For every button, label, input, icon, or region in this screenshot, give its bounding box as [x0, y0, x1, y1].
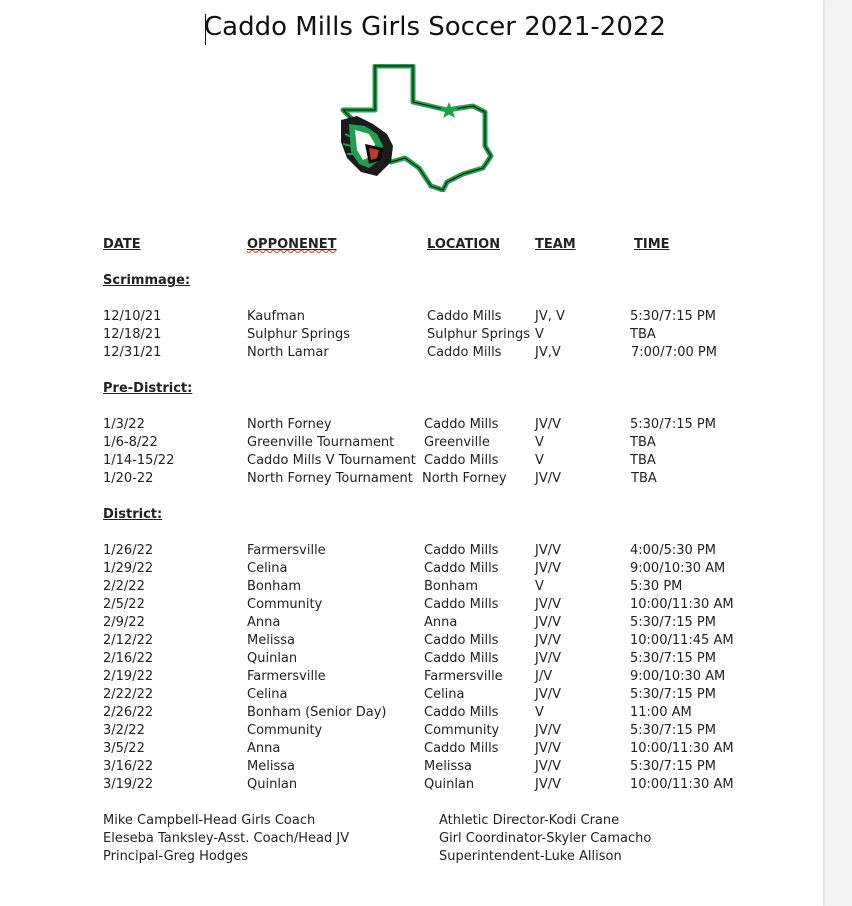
cell-location: Quinlan	[424, 777, 475, 792]
cell-opponent: Celina	[247, 687, 288, 702]
cell-location: Caddo Mills	[424, 453, 499, 468]
cell-date: 12/18/21	[103, 327, 162, 342]
cell-time: 10:00/11:30 AM	[630, 597, 734, 612]
cell-date: 3/5/22	[103, 741, 145, 756]
cell-team: JV/V	[535, 759, 561, 774]
cell-location: Caddo Mills	[424, 741, 499, 756]
cell-team: JV/V	[535, 777, 561, 792]
cell-team: JV,V	[535, 345, 561, 360]
cell-time: 5:30 PM	[630, 579, 683, 594]
cell-time: 10:00/11:45 AM	[630, 633, 734, 648]
cell-location: Celina	[424, 687, 465, 702]
cell-team: JV/V	[535, 471, 561, 486]
cell-date: 1/6-8/22	[103, 435, 158, 450]
header-opponent-text: OPPONENET	[247, 237, 337, 252]
section-label-district: District:	[103, 507, 163, 522]
cell-location: Caddo Mills	[424, 543, 499, 558]
cell-date: 3/19/22	[103, 777, 154, 792]
cell-team: JV/V	[535, 723, 561, 738]
cell-opponent: Quinlan	[247, 651, 298, 666]
cell-time: 5:30/7:15 PM	[630, 651, 716, 666]
cell-time: 4:00/5:30 PM	[630, 543, 716, 558]
cell-time: TBA	[630, 435, 656, 450]
cell-team: JV/V	[535, 615, 561, 630]
cell-time: 10:00/11:30 AM	[630, 741, 734, 756]
cell-date: 3/16/22	[103, 759, 154, 774]
cell-opponent: Kaufman	[247, 309, 305, 324]
cell-date: 2/16/22	[103, 651, 154, 666]
cell-date: 2/19/22	[103, 669, 154, 684]
cell-time: 5:30/7:15 PM	[630, 759, 716, 774]
cell-opponent: North Forney	[247, 417, 332, 432]
header-opponent	[247, 237, 337, 252]
cell-date: 2/2/22	[103, 579, 145, 594]
cell-opponent: Sulphur Springs	[247, 327, 351, 342]
cell-opponent: Celina	[247, 561, 288, 576]
staff-right-3: Superintendent-Luke Allison	[439, 849, 622, 864]
staff-right-2: Girl Coordinator-Skyler Camacho	[439, 831, 652, 846]
cell-location: Melissa	[424, 759, 472, 774]
cell-location: Caddo Mills	[424, 651, 499, 666]
header-time: TIME	[634, 237, 670, 252]
cell-opponent: Melissa	[247, 759, 295, 774]
cell-time: 5:30/7:15 PM	[630, 687, 716, 702]
header-location: LOCATION	[427, 237, 501, 252]
cell-date: 3/2/22	[103, 723, 145, 738]
cell-time: TBA	[630, 327, 656, 342]
cell-opponent: Caddo Mills V Tournament	[247, 453, 416, 468]
cell-team: JV, V	[535, 309, 565, 324]
texas-wildcat-logo	[335, 64, 535, 192]
cell-team: JV/V	[535, 597, 561, 612]
cell-date: 1/20-22	[103, 471, 154, 486]
cell-date: 1/3/22	[103, 417, 145, 432]
cell-team: JV/V	[535, 417, 561, 432]
cell-time: 5:30/7:15 PM	[630, 309, 716, 324]
cell-location: Caddo Mills	[424, 597, 499, 612]
cell-opponent: Farmersville	[247, 669, 326, 684]
cell-opponent: Community	[247, 597, 323, 612]
cell-opponent: Quinlan	[247, 777, 298, 792]
cell-opponent: Bonham	[247, 579, 301, 594]
staff-left-1: Mike Campbell-Head Girls Coach	[103, 813, 316, 828]
cell-opponent: Greenville Tournament	[247, 435, 395, 450]
cell-opponent: Anna	[247, 741, 281, 756]
cell-opponent: Melissa	[247, 633, 295, 648]
cell-time: 11:00 AM	[630, 705, 692, 720]
cell-opponent: Community	[247, 723, 323, 738]
cell-opponent: Farmersville	[247, 543, 326, 558]
cell-date: 1/26/22	[103, 543, 154, 558]
cell-opponent: Bonham (Senior Day)	[247, 705, 387, 720]
cell-location: Caddo Mills	[424, 633, 499, 648]
cell-time: 5:30/7:15 PM	[630, 615, 716, 630]
cell-team: V	[535, 453, 544, 468]
cell-team: V	[535, 327, 544, 342]
cell-time: 10:00/11:30 AM	[630, 777, 734, 792]
cell-team: V	[535, 705, 544, 720]
cell-location: Bonham	[424, 579, 478, 594]
cell-location: Community	[424, 723, 500, 738]
staff-left-3: Principal-Greg Hodges	[103, 849, 249, 864]
cell-date: 2/12/22	[103, 633, 154, 648]
cell-location: Caddo Mills	[427, 309, 502, 324]
staff-left-2: Eleseba Tanksley-Asst. Coach/Head JV	[103, 831, 350, 846]
cell-time: 5:30/7:15 PM	[630, 723, 716, 738]
section-label-scrimmage: Scrimmage:	[103, 273, 191, 288]
cell-team: JV/V	[535, 651, 561, 666]
cell-team: JV/V	[535, 633, 561, 648]
header-team: TEAM	[535, 237, 576, 252]
cell-date: 2/26/22	[103, 705, 154, 720]
cell-date: 12/31/21	[103, 345, 162, 360]
cell-location: North Forney	[422, 471, 507, 486]
cell-date: 2/22/22	[103, 687, 154, 702]
cell-date: 12/10/21	[103, 309, 162, 324]
header-date: DATE	[103, 237, 141, 252]
cell-opponent: North Forney Tournament	[247, 471, 413, 486]
cell-team: V	[535, 579, 544, 594]
cell-location: Caddo Mills	[424, 417, 499, 432]
cell-location: Caddo Mills	[427, 345, 502, 360]
cell-location: Greenville	[424, 435, 490, 450]
cell-date: 1/29/22	[103, 561, 154, 576]
cell-location: Caddo Mills	[424, 705, 499, 720]
cell-date: 2/9/22	[103, 615, 145, 630]
cell-team: JV/V	[535, 561, 561, 576]
cell-location: Anna	[424, 615, 458, 630]
cell-team: JV/V	[535, 687, 561, 702]
cell-team: JV/V	[535, 543, 561, 558]
cell-opponent: North Lamar	[247, 345, 329, 360]
cell-time: 9:00/10:30 AM	[630, 669, 726, 684]
cell-date: 2/5/22	[103, 597, 145, 612]
cell-time: TBA	[631, 471, 657, 486]
cell-time: 5:30/7:15 PM	[630, 417, 716, 432]
cell-time: TBA	[630, 453, 656, 468]
staff-right-1: Athletic Director-Kodi Crane	[439, 813, 620, 828]
cell-location: Sulphur Springs	[427, 327, 531, 342]
cell-date: 1/14-15/22	[103, 453, 175, 468]
cell-time: 7:00/7:00 PM	[631, 345, 717, 360]
cell-team: J/V	[535, 669, 553, 684]
page-title: Caddo Mills Girls Soccer 2021-2022	[204, 12, 666, 42]
cell-opponent: Anna	[247, 615, 281, 630]
section-label-pre-district: Pre-District:	[103, 381, 193, 396]
cell-team: V	[535, 435, 544, 450]
cell-time: 9:00/10:30 AM	[630, 561, 726, 576]
cell-location: Farmersville	[424, 669, 503, 684]
cell-location: Caddo Mills	[424, 561, 499, 576]
cell-team: JV/V	[535, 741, 561, 756]
